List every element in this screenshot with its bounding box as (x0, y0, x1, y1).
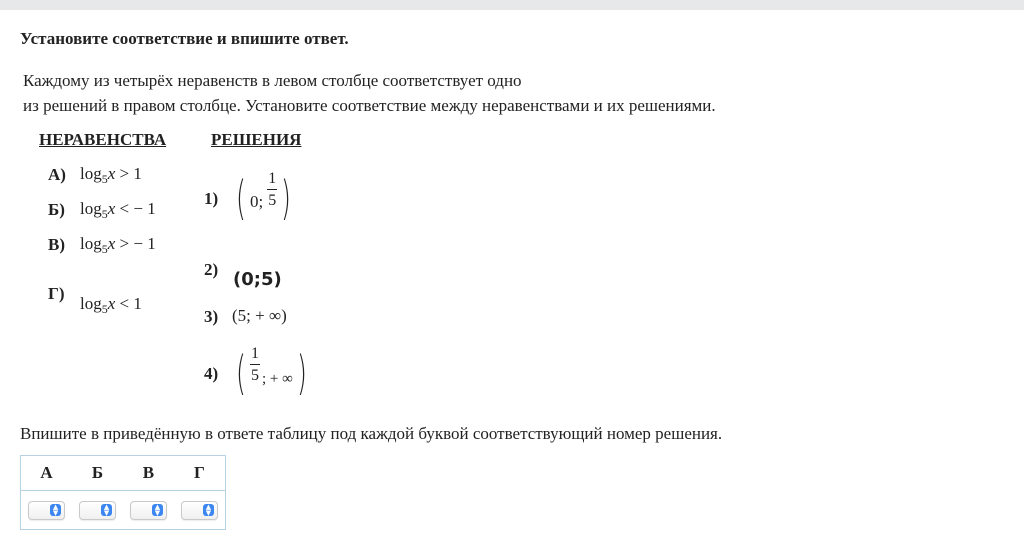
chevron-up-down-icon: ▲ ▼ (203, 504, 214, 516)
solution-2: (0;5) (233, 269, 282, 290)
log-text: log (80, 234, 102, 253)
solution-4 (232, 336, 311, 410)
right-paren: ) (281, 171, 292, 225)
answer-header-b: Б (72, 456, 123, 491)
left-paren: ( (236, 346, 246, 400)
answer-cell-a (21, 491, 73, 530)
answer-table-header-row (21, 456, 226, 491)
inequality-rest: > 1 (119, 164, 142, 183)
log-text: log (80, 164, 102, 183)
answer-header-a: А (21, 456, 73, 491)
answer-header-g: Г (174, 456, 226, 491)
left-paren: ( (236, 171, 246, 225)
log-text: log (80, 294, 102, 313)
answer-table (20, 455, 226, 530)
solution-3: (5; + ∞) (232, 306, 287, 325)
task-intro-line-1: Каждому из четырёх неравенств в левом столбце соответствует одно (23, 71, 522, 90)
fraction-numerator: 1 (250, 346, 260, 365)
solutions-column-header: РЕШЕНИЯ (211, 130, 302, 149)
answer-instruction: Впишите в приведённую в ответе таблицу под каждой буквой соответствующий номер решения. (20, 424, 723, 443)
inequality-b (80, 199, 156, 219)
inequality-rest: > − 1 (119, 234, 156, 253)
log-base: 5 (101, 242, 108, 256)
chevron-up-down-icon: ▲ ▼ (152, 504, 163, 516)
fraction (267, 171, 277, 209)
inequality-rest: < 1 (119, 294, 142, 313)
answer-header-v: В (123, 456, 174, 491)
solution-label-2: 2) (204, 260, 219, 279)
right-paren: ) (296, 346, 307, 400)
solution-4-right: ; + ∞ (261, 370, 293, 387)
solution-label-3: 3) (204, 307, 219, 326)
task-intro-line-2: из решений в правом столбце. Установите соответствие между неравенствами и их решениями. (23, 96, 716, 115)
variable: x (107, 294, 116, 313)
inequality-rest: < − 1 (119, 199, 156, 218)
variable: x (107, 164, 116, 183)
task-heading: Установите соответствие и впишите ответ. (20, 29, 349, 48)
log-base: 5 (101, 172, 108, 186)
inequality-label-b: Б) (48, 200, 65, 219)
inequality-label-a: А) (48, 165, 66, 184)
answer-select-g[interactable] (181, 501, 218, 520)
answer-select-b[interactable] (79, 501, 116, 520)
variable: x (107, 234, 116, 253)
fraction-denominator: 5 (268, 192, 277, 209)
solution-1 (232, 160, 295, 236)
fraction-denominator: 5 (250, 367, 259, 384)
answer-select-v[interactable] (130, 501, 167, 520)
inequalities-column-header: НЕРАВЕНСТВА (39, 130, 167, 149)
inequality-label-g: Г) (48, 284, 65, 303)
answer-select-a[interactable] (28, 501, 65, 520)
solution-label-4: 4) (204, 364, 219, 383)
variable: x (107, 199, 116, 218)
log-text: log (80, 199, 102, 218)
inequality-v (80, 234, 156, 254)
log-base: 5 (101, 302, 108, 316)
answer-cell-g (174, 491, 226, 530)
inequality-g (80, 294, 142, 314)
fraction (250, 346, 260, 384)
log-base: 5 (101, 207, 108, 221)
answer-cell-v (123, 491, 174, 530)
answer-table-select-row (21, 491, 226, 530)
inequality-a (80, 164, 142, 184)
inequality-label-v: В) (48, 235, 65, 254)
chevron-up-down-icon: ▲ ▼ (101, 504, 112, 516)
fraction-numerator: 1 (267, 171, 277, 190)
solution-label-1: 1) (204, 189, 219, 208)
chevron-up-down-icon: ▲ ▼ (50, 504, 61, 516)
answer-cell-b (72, 491, 123, 530)
solution-1-left: 0; (249, 192, 264, 211)
top-bar (0, 0, 1024, 10)
